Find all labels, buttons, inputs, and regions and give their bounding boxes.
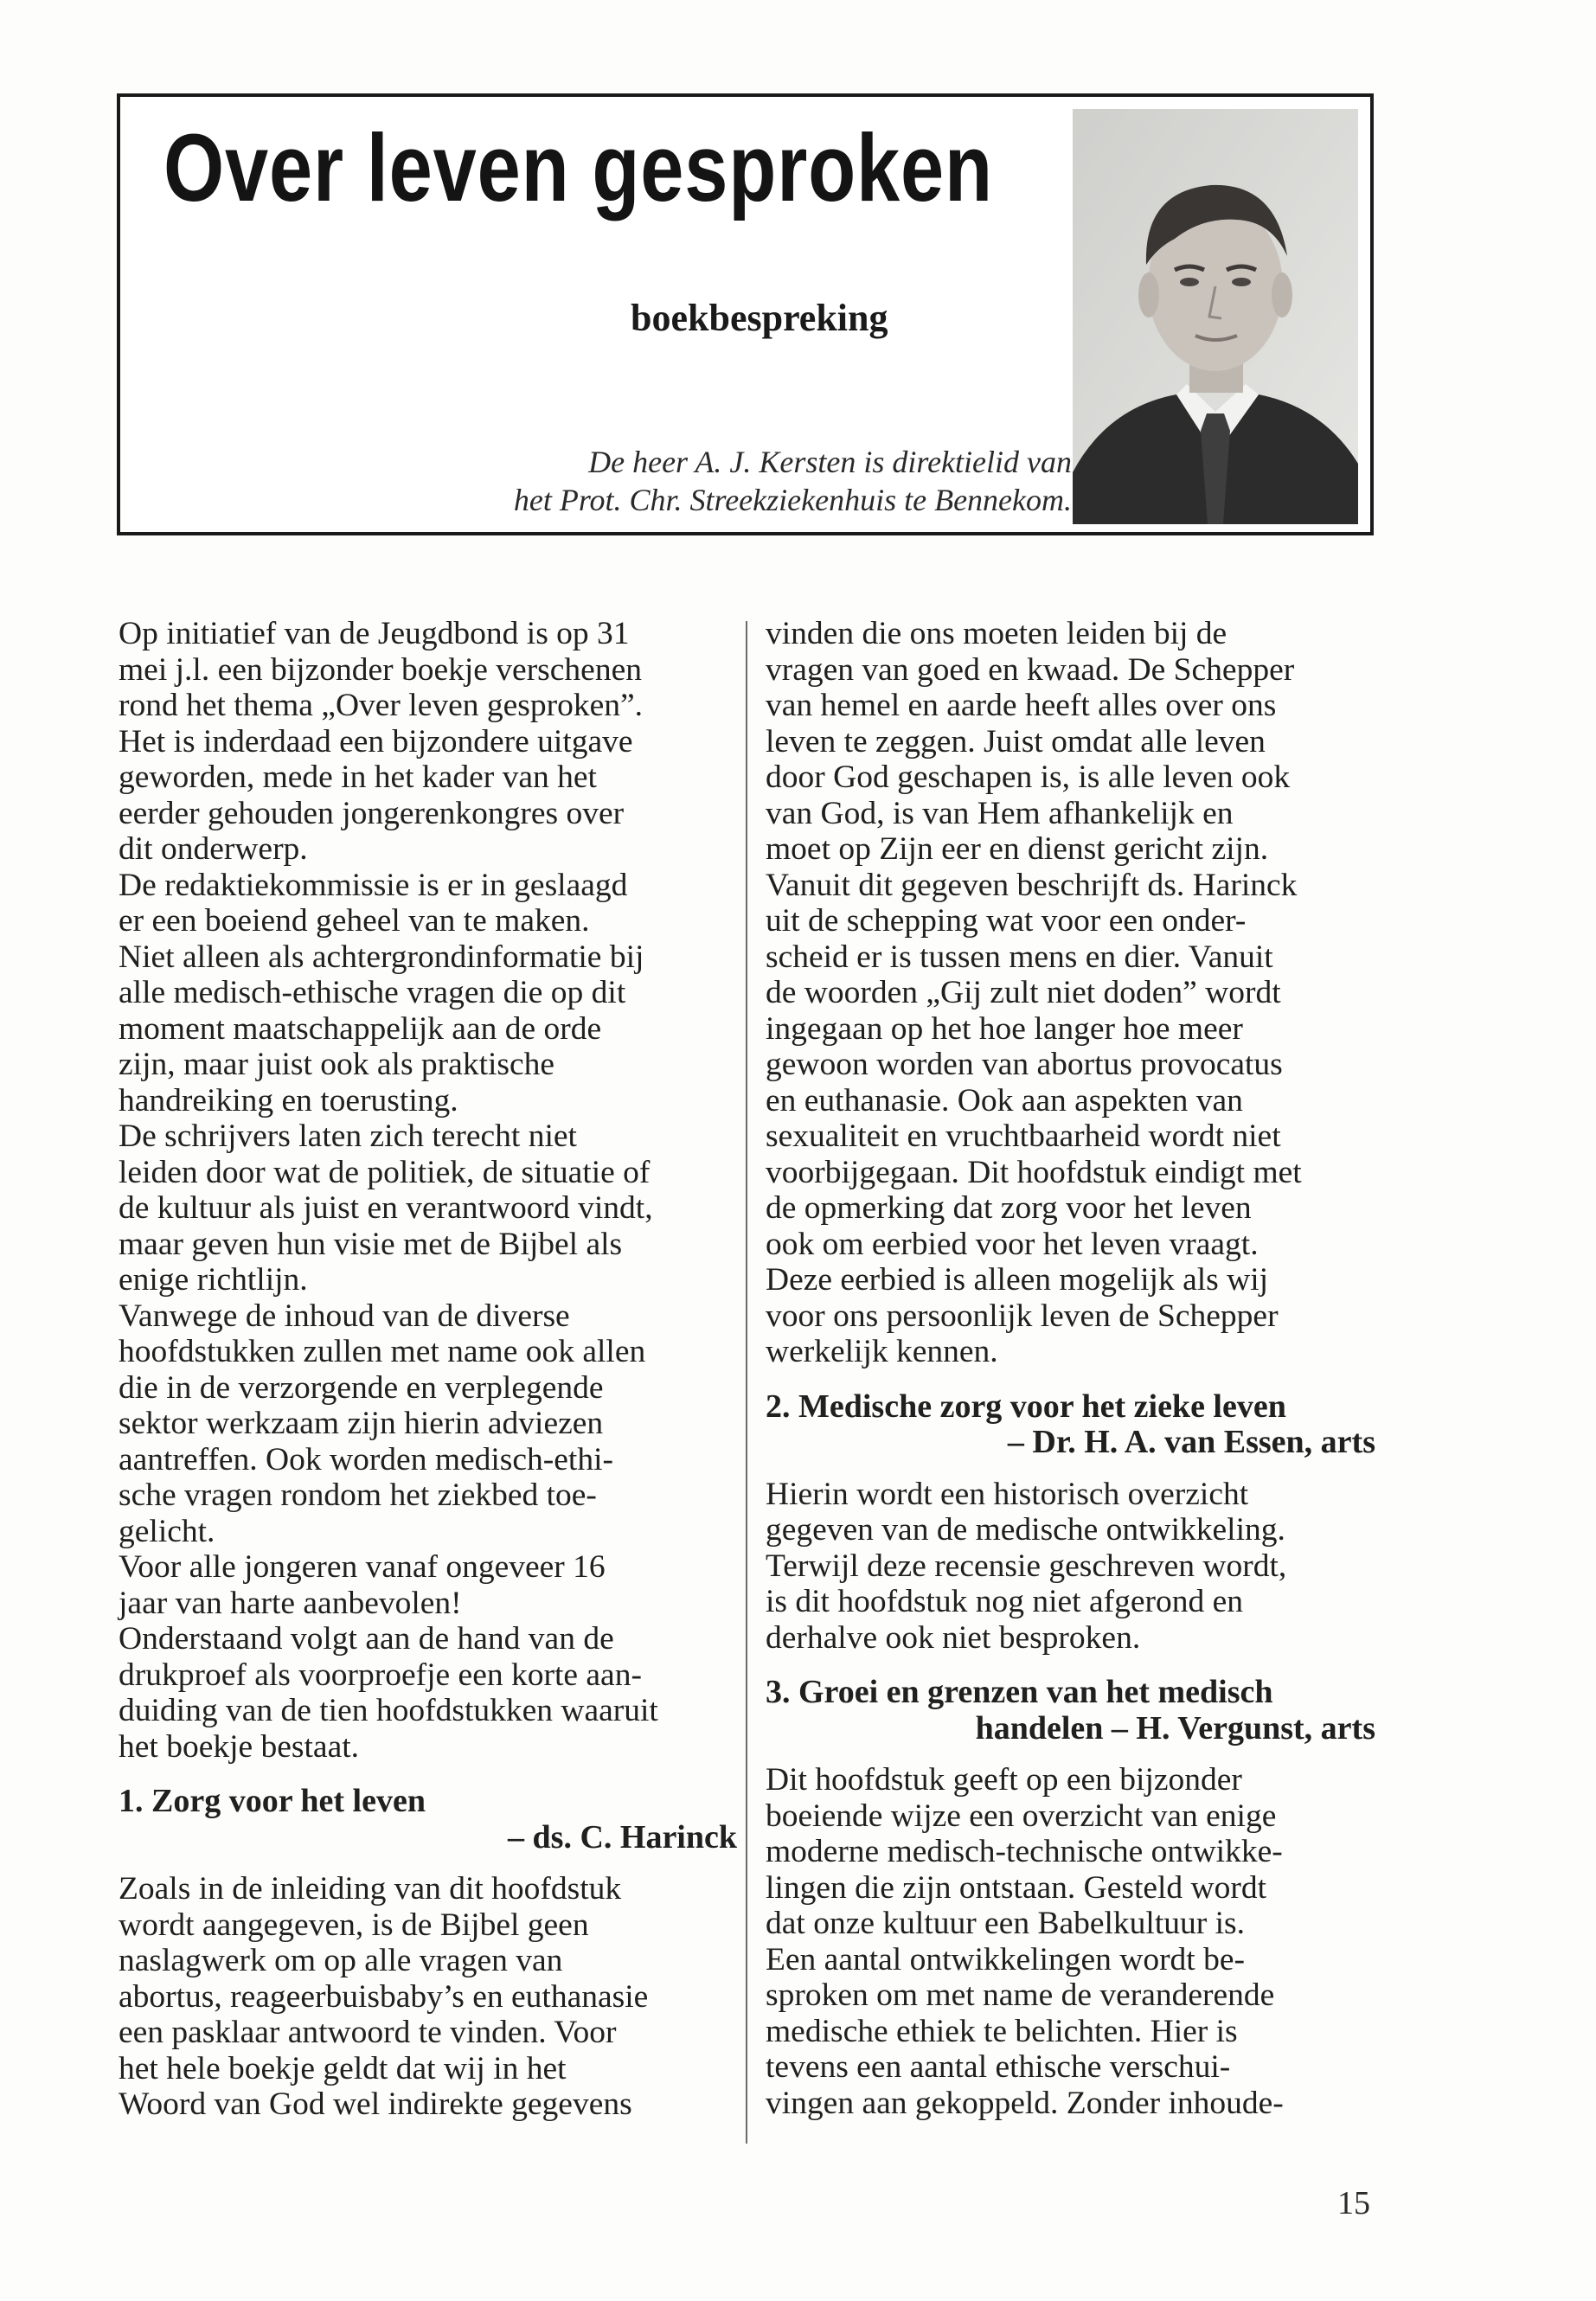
caption-line: het Prot. Chr. Streekziekenhuis te Bennekom. [513,483,1072,517]
text-line: geworden, mede in het kader van het [119,760,597,795]
text-line: het boekje bestaat. [119,1728,360,1765]
text-line: Voor alle jongeren vanaf ongeveer 16 [119,1549,606,1585]
section-author: handelen – H. Vergunst, arts [975,1709,1375,1747]
text-line: wordt aangegeven, is de Bijbel geen [119,1907,589,1943]
section-author: – ds. C. Harinck [508,1818,737,1856]
text-line: sektor werkzaam zijn hierin adviezen [119,1406,604,1441]
section-heading-3 [766,1675,1375,1747]
text-line: De schrijvers laten zich terecht niet [119,1118,577,1154]
text-line: hoofdstukken zullen met name ook allen [119,1334,646,1369]
text-line: Niet alleen als achtergrondinformatie bij [119,939,644,975]
section-title: 3. Groei en grenzen van het medisch [766,1674,1273,1710]
text-line: voor ons persoonlijk leven de Schepper [766,1298,1279,1334]
text-line: Het is inderdaad een bijzondere uitgave [119,723,633,760]
text-line: zijn, maar juist ook als praktische [119,1047,555,1082]
text-line: lingen die zijn ontstaan. Gesteld wordt [766,1869,1267,1906]
text-line: De redaktiekommissie is er in geslaagd [119,867,628,903]
text-line: dat onze kultuur een Babelkultuur is. [766,1906,1246,1941]
text-line: vingen aan gekoppeld. Zonder inhoude- [766,2085,1284,2121]
text-line: jaar van harte aanbevolen! [119,1585,462,1621]
text-line: leiden door wat de politiek, de situatie of [119,1154,651,1190]
text-line: Vanuit dit gegeven beschrijft ds. Harinck [766,867,1298,903]
section-1-continued [766,616,1375,1370]
text-line: de kultuur als juist en verantwoord vindt, [119,1190,653,1226]
text-line: handreiking en toerusting. [119,1082,458,1118]
text-line: uit de schepping wat voor een onder- [766,903,1247,939]
text-line: gelicht. [119,1513,215,1549]
text-line: de woorden „Gij zult niet doden” wordt [766,975,1281,1010]
text-line: door God geschapen is, is alle leven ook [766,760,1291,795]
text-line: leven te zeggen. Juist omdat alle leven [766,723,1266,760]
text-line: moderne medisch-technische ontwikke- [766,1834,1283,1869]
section-1-paragraph [119,1871,737,2123]
text-line: werkelijk kennen. [766,1334,998,1369]
text-line: de opmerking dat zorg voor het leven [766,1190,1252,1226]
spacer [119,1765,737,1784]
text-line: moet op Zijn eer en dienst gericht zijn. [766,831,1269,867]
text-line: medische ethiek te belichten. Hier is [766,2013,1238,2049]
text-line: en euthanasie. Ook aan aspekten van [766,1082,1243,1118]
spacer [766,1461,1375,1477]
text-line: vinden die ons moeten leiden bij de [766,616,1227,651]
header-box [117,93,1374,535]
caption-line: De heer A. J. Kersten is direktielid van [588,445,1072,479]
text-line: maar geven hun visie met de Bijbel als [119,1226,623,1262]
page-number: 15 [1337,2185,1370,2221]
text-line: abortus, reageerbuisbaby’s en euthanasie [119,1978,649,2015]
text-line: een pasklaar antwoord te vinden. Voor [119,2015,617,2050]
text-line: Zoals in de inleiding van dit hoofdstuk [119,1871,622,1907]
left-column [119,616,737,2123]
text-line: tevens een aantal ethische verschui- [766,2049,1231,2085]
text-line: Op initiatief van de Jeugdbond is op 31 [119,616,630,651]
text-line: ook om eerbied voor het leven vraagt. [766,1226,1259,1262]
text-line: van God, is van Hem afhankelijk en [766,795,1234,831]
text-line: voorbijgegaan. Dit hoofdstuk eindigt met [766,1154,1302,1190]
text-line: Terwijl deze recensie geschreven wordt, [766,1548,1287,1584]
section-author: – Dr. H. A. van Essen, arts [1007,1424,1375,1460]
text-line: mei j.l. een bijzonder boekje verschenen [119,651,642,688]
text-line: dit onderwerp. [119,831,308,867]
text-line: moment maatschappelijk aan de orde [119,1010,602,1047]
spacer [766,1370,1375,1389]
text-line: is dit hoofdstuk nog niet afgerond en [766,1584,1243,1619]
section-3-paragraph [766,1762,1375,2121]
text-line: gegeven van de medische ontwikkeling. [766,1512,1285,1548]
spacer [766,1656,1375,1675]
text-line: Deze eerbied is alleen mogelijk als wij [766,1262,1269,1298]
text-line: alle medisch-ethische vragen die op dit [119,975,626,1010]
spacer [766,1747,1375,1762]
text-line: ingegaan op het hoe langer hoe meer [766,1010,1243,1047]
text-line: van hemel en aarde heeft alles over ons [766,688,1277,723]
text-line: er een boeiend geheel van te maken. [119,903,590,939]
text-line: aantreffen. Ook worden medisch-ethi- [119,1441,614,1477]
text-line: enige richtlijn. [119,1262,308,1298]
portrait-image [1073,109,1358,524]
text-line: boeiende wijze een overzicht van enige [766,1798,1277,1834]
text-line: scheid er is tussen mens en dier. Vanuit [766,939,1273,975]
text-line: rond het thema „Over leven gesproken”. [119,688,644,723]
author-caption [514,443,1072,519]
text-line: naslagwerk om op alle vragen van [119,1943,563,1978]
headline: Over leven gesproken [163,115,993,221]
author-portrait [1073,109,1358,524]
text-line: sproken om met name de veranderende [766,1977,1275,2013]
text-line: derhalve ook niet besproken. [766,1619,1141,1656]
column-divider [746,621,747,2144]
intro-paragraph [119,616,737,1765]
text-line: drukproef als voorproefje een korte aan- [119,1657,642,1693]
text-line: gewoon worden van abortus provocatus [766,1047,1283,1082]
text-line: Een aantal ontwikkelingen wordt be- [766,1941,1245,1977]
text-line: die in de verzorgende en verplegende [119,1369,604,1406]
text-line: sexualiteit en vruchtbaarheid wordt niet [766,1118,1281,1154]
text-line: Onderstaand volgt aan de hand van de [119,1621,614,1657]
text-line: sche vragen rondom het ziekbed toe- [119,1477,597,1513]
text-line: duiding van de tien hoofdstukken waaruit [119,1693,658,1728]
subtitle: boekbespreking [631,297,888,339]
section-heading-1 [119,1784,737,1856]
text-line: Hierin wordt een historisch overzicht [766,1476,1249,1512]
text-line: eerder gehouden jongerenkongres over [119,795,625,831]
section-2-paragraph [766,1477,1375,1657]
text-line: Woord van God wel indirekte gegevens [119,2086,632,2122]
right-column [766,616,1375,2121]
text-line: Vanwege de inhoud van de diverse [119,1298,570,1334]
spacer [119,1856,737,1871]
section-heading-2 [766,1389,1375,1461]
section-title: 1. Zorg voor het leven [119,1783,426,1819]
text-line: het hele boekje geldt dat wij in het [119,2050,567,2086]
text-line: Dit hoofdstuk geeft op een bijzonder [766,1762,1242,1798]
section-title: 2. Medische zorg voor het zieke leven [766,1388,1286,1425]
text-line: vragen van goed en kwaad. De Schepper [766,651,1295,688]
